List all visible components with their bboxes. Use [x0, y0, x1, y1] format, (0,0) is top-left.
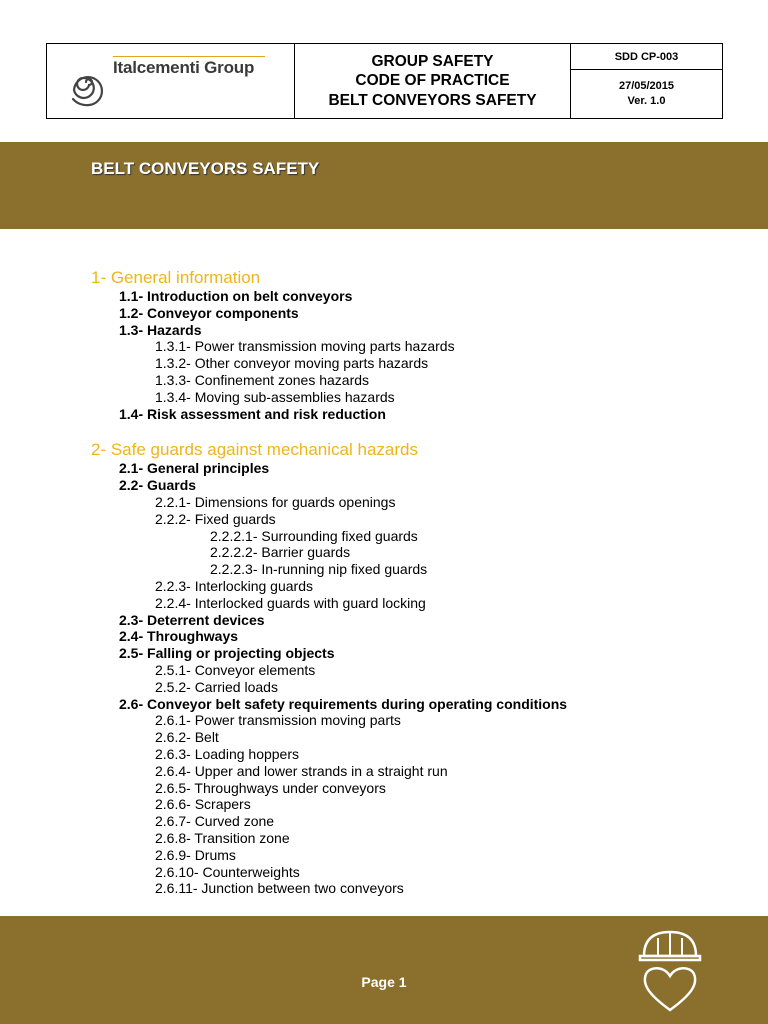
toc-entry: 2.6.3- Loading hoppers	[155, 746, 299, 762]
toc-entry: 1.3- Hazards	[119, 321, 202, 338]
toc-entry: 2.3- Deterrent devices	[119, 611, 265, 628]
hardhat-heart-icon	[638, 926, 702, 1018]
toc-entry: 2.5- Falling or projecting objects	[119, 645, 335, 662]
document-header	[46, 43, 723, 119]
toc-entry: 2.6.1- Power transmission moving parts	[155, 712, 401, 729]
logo-cell	[47, 44, 295, 118]
toc-entry: 2.2.2- Fixed guards	[155, 510, 276, 527]
company-name: Italcementi Group	[113, 58, 255, 77]
page-footer	[0, 916, 768, 1024]
toc-entry: 2.6.11- Junction between two conveyors	[155, 880, 404, 897]
toc-entry: 2.6- Conveyor belt safety requirements during operating conditions	[119, 695, 568, 712]
banner-title: BELT CONVEYORS SAFETY	[91, 159, 320, 178]
document-meta	[571, 44, 722, 118]
doc-date: 27/05/2015	[618, 80, 675, 92]
title-line-1: GROUP SAFETY	[371, 52, 494, 70]
toc-entry: 1.3.3- Confinement zones hazards	[155, 372, 370, 388]
toc-entry: 1.2- Conveyor components	[119, 304, 299, 321]
title-line-2: CODE OF PRACTICE	[355, 72, 510, 90]
title-banner	[0, 142, 768, 229]
toc-entry: 1.1- Introduction on belt conveyors	[119, 288, 353, 304]
toc-entry: 1.3.4- Moving sub-assemblies hazards	[155, 388, 395, 405]
toc-entry: 2.5.2- Carried loads	[155, 678, 278, 695]
toc-entry: 1.3.1- Power transmission moving parts hazards	[155, 338, 455, 355]
toc-entry: 2.2.1- Dimensions for guards openings	[155, 494, 396, 510]
toc-entry: 2.2.4- Interlocked guards with guard locking	[155, 594, 426, 611]
document-title	[295, 44, 571, 118]
toc-entry: 2.6.6- Scrapers	[155, 796, 251, 813]
doc-code: SDD CP-003	[571, 44, 722, 70]
toc-entry: 2.1- General principles	[119, 460, 270, 477]
title-line-3: BELT CONVEYORS SAFETY	[328, 91, 537, 109]
toc-entry: 1.4- Risk assessment and risk reduction	[119, 405, 386, 422]
toc-entry: 2.2.2.2- Barrier guards	[210, 544, 351, 561]
toc-entry: 2.6.5- Throughways under conveyors	[155, 779, 386, 796]
toc-entry: 2.6.9- Drums	[155, 846, 236, 863]
spiral-logo-icon	[61, 52, 111, 112]
toc-entry: 2.2.2.1- Surrounding fixed guards	[210, 527, 418, 544]
doc-date-version	[571, 70, 722, 118]
doc-version: Ver. 1.0	[627, 95, 666, 107]
toc-entry: 2.6.2- Belt	[155, 729, 219, 746]
toc-entry: 1.3.2- Other conveyor moving parts hazards	[155, 355, 429, 372]
toc-entry: 2.6.7- Curved zone	[155, 813, 275, 830]
page-number: Page 1	[361, 974, 407, 990]
toc-entry: 2.6.4- Upper and lower strands in a straight run	[155, 762, 448, 779]
toc-entry: 2.2.3- Interlocking guards	[155, 578, 313, 594]
toc-section-heading: 1- General information	[91, 268, 261, 287]
toc-entry: 2.4- Throughways	[119, 628, 239, 645]
toc-entry: 2.5.1- Conveyor elements	[155, 662, 316, 678]
toc-section-heading: 2- Safe guards against mechanical hazards	[91, 440, 418, 460]
toc-entry: 2.2- Guards	[119, 477, 197, 494]
toc-entry: 2.2.2.3- In-running nip fixed guards	[210, 561, 428, 578]
toc-entry: 2.6.10- Counterweights	[155, 863, 300, 880]
toc-entry: 2.6.8- Transition zone	[155, 830, 290, 846]
logo-accent-line	[113, 56, 265, 57]
